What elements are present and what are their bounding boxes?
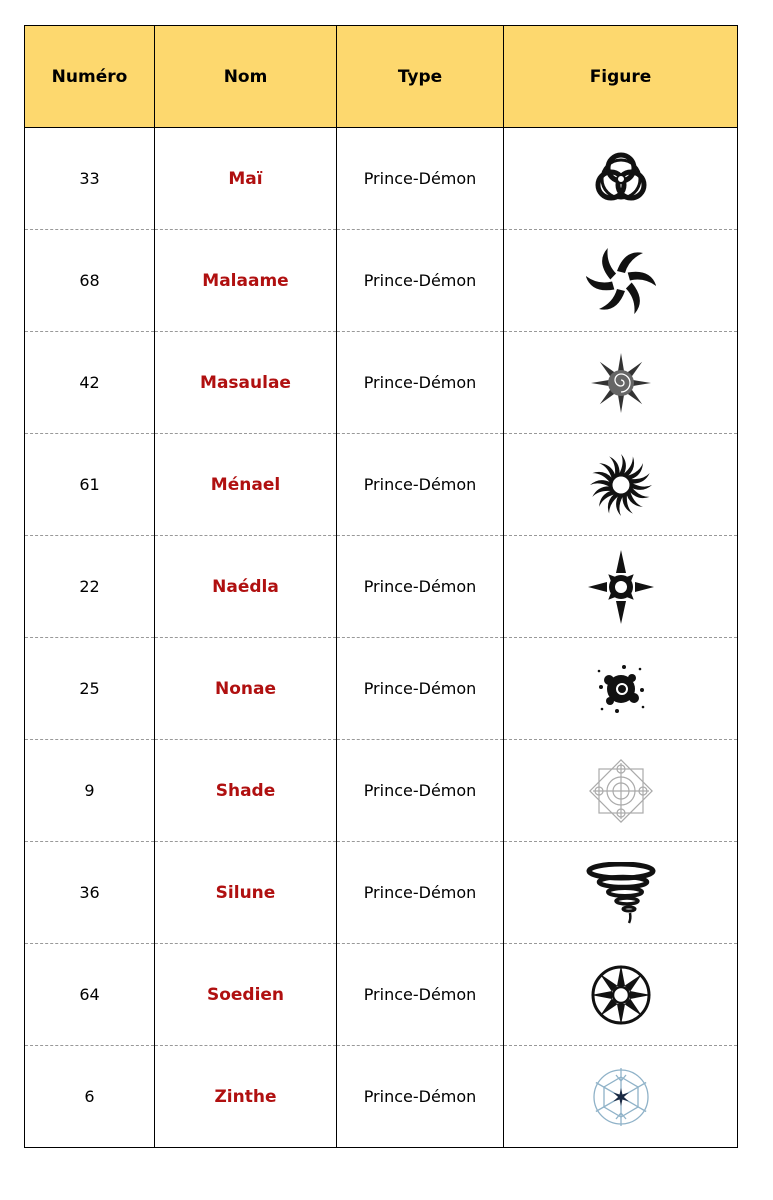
cell-numero: 6 [25,1046,155,1148]
table-row [25,128,738,230]
demon-table [24,25,738,1148]
cell-nom: Ménael [155,434,337,536]
cell-nom: Soedien [155,944,337,1046]
cell-numero: 25 [25,638,155,740]
table-row [25,842,738,944]
cell-numero: 68 [25,230,155,332]
table-row [25,638,738,740]
table-row [25,332,738,434]
cell-numero: 33 [25,128,155,230]
header-figure: Figure [504,26,738,128]
cell-numero: 64 [25,944,155,1046]
cell-nom: Zinthe [155,1046,337,1148]
cell-numero: 9 [25,740,155,842]
header-nom: Nom [155,26,337,128]
cell-type: Prince-Démon [337,434,504,536]
cell-figure [504,128,738,230]
header-numero: Numéro [25,26,155,128]
cell-type: Prince-Démon [337,230,504,332]
cell-figure [504,1046,738,1148]
cell-figure [504,842,738,944]
cell-numero: 36 [25,842,155,944]
sun-icon [588,452,654,518]
cell-nom: Nonae [155,638,337,740]
cell-nom: Naédla [155,536,337,638]
table-row [25,1046,738,1148]
header-row [25,26,738,128]
cell-nom: Maï [155,128,337,230]
cell-nom: Malaame [155,230,337,332]
cell-figure [504,536,738,638]
vortex-icon [586,246,656,316]
snowflake-icon [588,1064,654,1130]
cell-type: Prince-Démon [337,842,504,944]
cell-nom: Silune [155,842,337,944]
biohazard-icon [586,144,656,214]
cell-figure [504,944,738,1046]
cell-type: Prince-Démon [337,638,504,740]
compass-star-icon [585,549,657,625]
cell-figure [504,740,738,842]
header-type: Type [337,26,504,128]
ink-splatter-icon [591,659,651,719]
cell-nom: Masaulae [155,332,337,434]
lace-mandala-icon [588,758,654,824]
tornado-icon [585,862,657,924]
table-row [25,536,738,638]
spiked-spiral-icon [589,351,653,415]
table-row [25,434,738,536]
table-row [25,740,738,842]
cell-type: Prince-Démon [337,128,504,230]
cell-type: Prince-Démon [337,944,504,1046]
cell-numero: 22 [25,536,155,638]
cell-figure [504,434,738,536]
cell-figure [504,332,738,434]
cell-numero: 42 [25,332,155,434]
cell-type: Prince-Démon [337,536,504,638]
cell-figure [504,638,738,740]
table-row [25,230,738,332]
cell-nom: Shade [155,740,337,842]
eight-point-star-icon [588,962,654,1028]
cell-numero: 61 [25,434,155,536]
cell-figure [504,230,738,332]
table-row [25,944,738,1046]
cell-type: Prince-Démon [337,740,504,842]
cell-type: Prince-Démon [337,332,504,434]
cell-type: Prince-Démon [337,1046,504,1148]
